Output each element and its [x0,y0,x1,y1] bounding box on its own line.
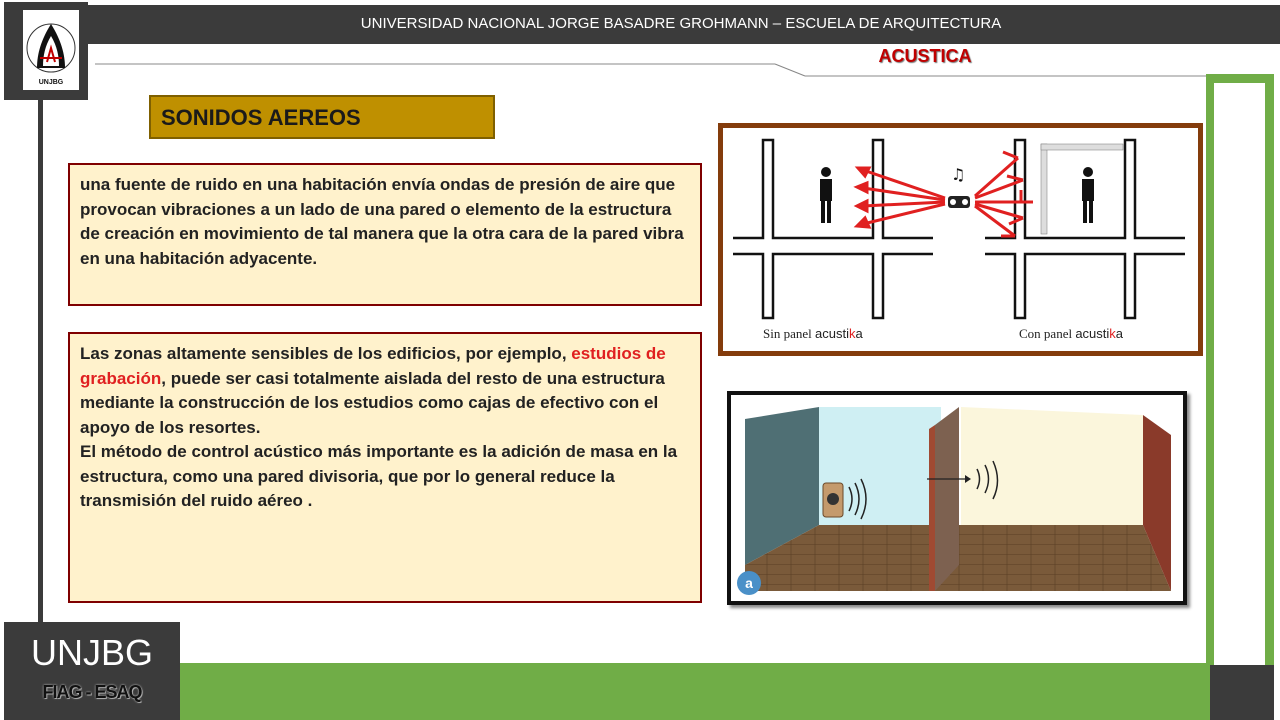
room-isolation-figure [727,391,1187,605]
brand-badge-icon [737,571,761,595]
footer-corner-block [1210,665,1274,720]
paragraph-2-part2: , puede ser casi totalmente aislada del resto de una estructura mediante la construcción de los estudios como cajas de efectivo con el apoyo de los resortes. [80,368,665,437]
left-vertical-rule [38,100,43,624]
section-title: SONIDOS AEREOS [161,105,361,130]
svg-text:♫: ♫ [951,165,966,184]
paragraph-box-1 [68,163,702,306]
panel-comparison-diagram [723,128,1198,351]
footer-brand-box [4,622,180,720]
label-without-panel: Sin panel acustika [763,326,863,341]
paragraph-2-part1: Las zonas altamente sensibles de los edificios, por ejemplo, [80,344,572,363]
footer-brand-title: UNJBG [30,632,153,673]
label-with-panel: Con panel acustika [1019,326,1124,341]
panel-comparison-figure [718,123,1203,356]
subject-title: ACUSTICA [878,46,972,66]
green-frame-right [1265,74,1274,666]
radio-icon [948,165,970,208]
paragraph-1-text: una fuente de ruido en una habitación envía ondas de presión de aire que provocan vibraciones a un lado de una pared o elemento de la estructura de creación en movimiento de tal manera que la otra cara de la pared vibra en una habitación adyacente. [80,175,684,268]
green-frame-top [1206,74,1274,83]
green-frame-left [1206,74,1214,666]
svg-text:UNJBG: UNJBG [38,79,64,86]
paragraph-2-part3: El método de control acústico más importante es la adición de masa en la estructura, como una pared divisoria, que por lo general reduce la transmisión del ruido aéreo . [80,442,678,510]
section-heading [149,95,495,139]
paragraph-2-highlight: estudios de grabación [80,344,666,388]
paragraph-box-2 [68,332,702,603]
person-icon [820,167,832,223]
header-rule-lines [0,0,1280,100]
svg-text:a: a [745,575,753,591]
footer-brand-subtitle: FIAG - ESAQ [42,682,142,702]
person-icon [1082,167,1094,223]
green-footer-band [180,663,1210,720]
room-isolation-diagram [731,395,1183,601]
institution-title: UNIVERSIDAD NACIONAL JORGE BASADRE GROHMANN – ESCUELA DE ARQUITECTURA [360,15,1002,32]
